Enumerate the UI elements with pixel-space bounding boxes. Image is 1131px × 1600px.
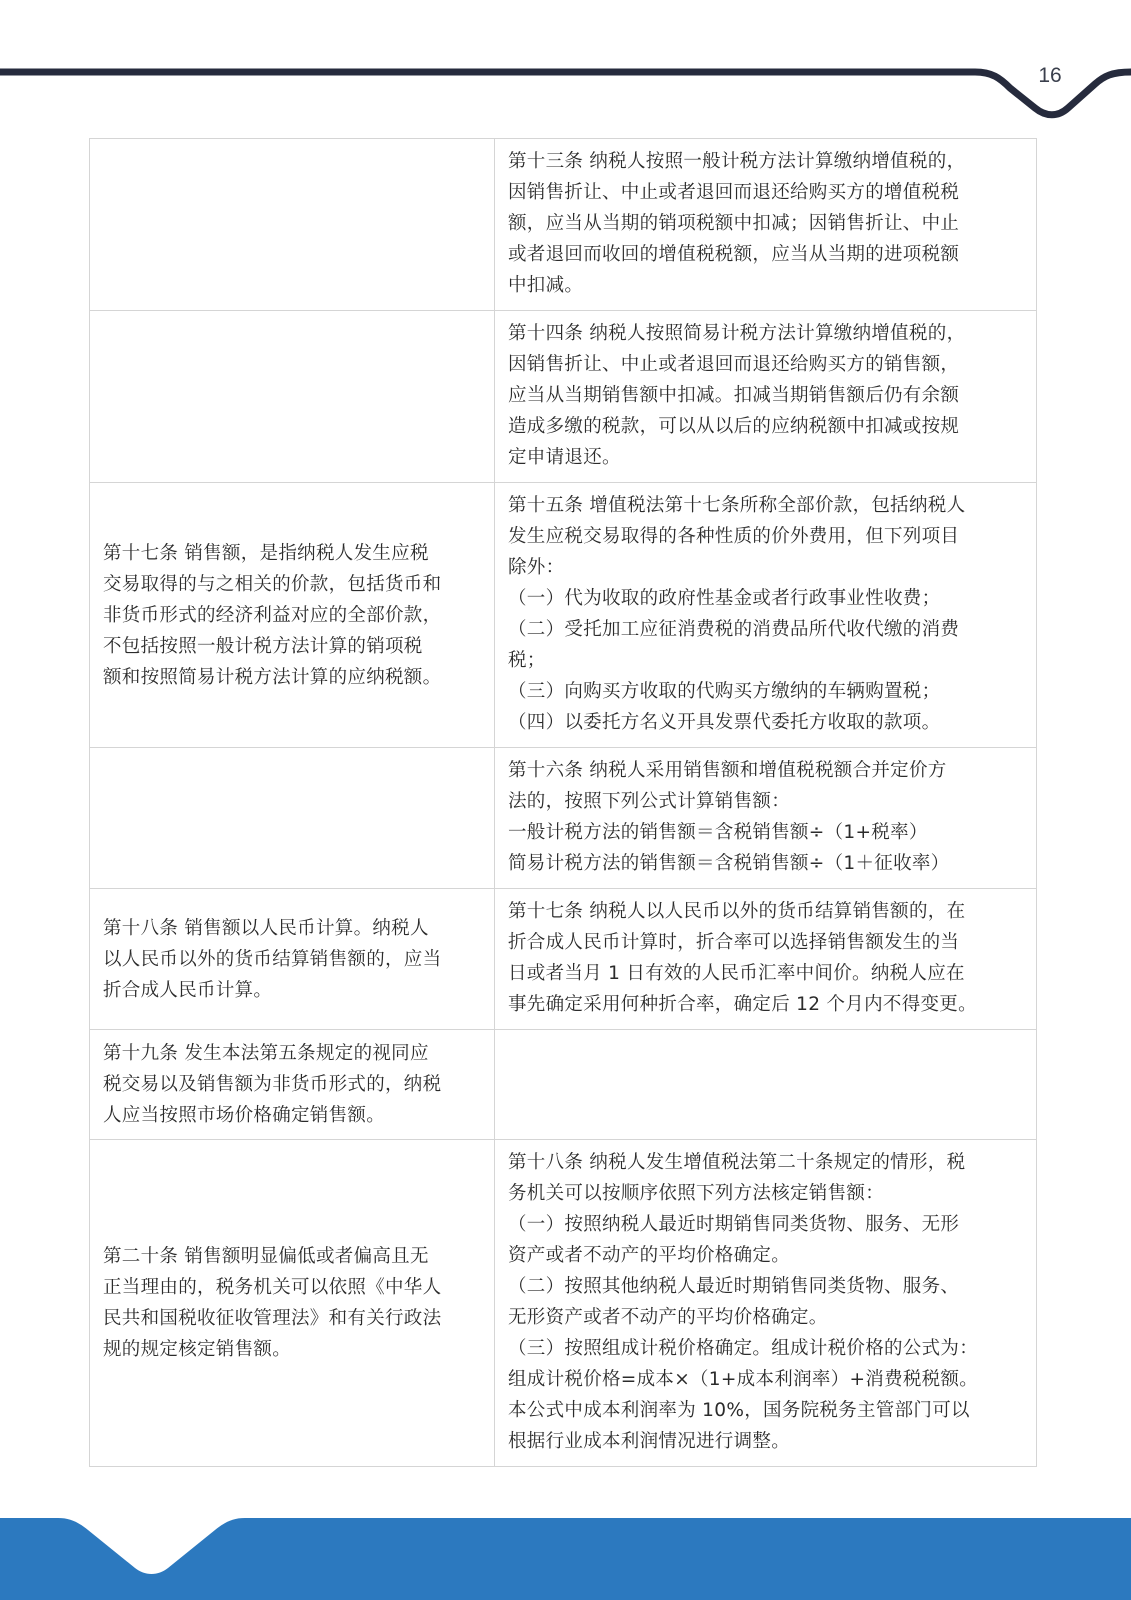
text-line: 第十三条 纳税人按照一般计税方法计算缴纳增值税的，: [508, 151, 966, 172]
regulation-article-cell: [495, 1030, 1037, 1140]
text-line: （二）按照其他纳税人最近时期销售同类货物、服务、: [508, 1276, 960, 1297]
text-line: 税；: [508, 650, 546, 671]
text-line: 第十九条 发生本法第五条规定的视同应: [103, 1043, 429, 1064]
text-line: 不包括按照一般计税方法计算的销项税: [103, 635, 423, 657]
regulation-article-cell: [495, 139, 1037, 311]
text-line: 正当理由的，税务机关可以依照《中华人: [103, 1277, 442, 1298]
text-line: 法的，按照下列公式计算销售额：: [508, 791, 791, 812]
text-line: 额和按照简易计税方法计算的应纳税额。: [103, 666, 442, 688]
text-line: 额，应当从当期的销项税额中扣减；因销售折让、中止: [508, 213, 960, 234]
text-line: 第十七条 销售额，是指纳税人发生应税: [103, 542, 429, 564]
regulation-article-cell: [495, 748, 1037, 889]
table-row: [90, 1140, 1037, 1467]
header-decoration: [0, 0, 1131, 130]
law-article-cell: [90, 1030, 495, 1140]
table-row: [90, 311, 1037, 483]
text-line: 或者退回而收回的增值税税额，应当从当期的进项税额: [508, 244, 960, 265]
page-number: 16: [1038, 64, 1062, 87]
table-row: [90, 1030, 1037, 1140]
law-article-cell: [90, 483, 495, 748]
law-article-cell: [90, 139, 495, 311]
text-line: 务机关可以按顺序依照下列方法核定销售额：: [508, 1183, 885, 1204]
text-line: 中扣减。: [508, 275, 584, 296]
text-line: （一）代为收取的政府性基金或者行政事业性收费；: [508, 588, 941, 609]
text-line: （三）向购买方收取的代购买方缴纳的车辆购置税；: [508, 681, 941, 702]
header-line: [0, 72, 1131, 115]
table-row: [90, 748, 1037, 889]
text-line: 无形资产或者不动产的平均价格确定。: [508, 1307, 828, 1328]
text-line: 应当从当期销售额中扣减。扣减当期销售额后仍有余额: [508, 385, 960, 406]
text-line: 第十四条 纳税人按照简易计税方法计算缴纳增值税的，: [508, 323, 966, 344]
text-line: 组成计税价格=成本×（1+成本利润率）+消费税税额。: [508, 1369, 979, 1390]
law-article-cell: [90, 311, 495, 483]
text-line: （三）按照组成计税价格确定。组成计税价格的公式为：: [508, 1338, 979, 1359]
text-line: 税交易以及销售额为非货币形式的，纳税: [103, 1074, 442, 1095]
text-line: 日或者当月 1 日有效的人民币汇率中间价。纳税人应在: [508, 963, 965, 984]
regulation-article-cell: [495, 483, 1037, 748]
text-line: 发生应税交易取得的各种性质的价外费用，但下列项目: [508, 526, 960, 547]
text-line: （一）按照纳税人最近时期销售同类货物、服务、无形: [508, 1214, 960, 1235]
text-line: 规的规定核定销售额。: [103, 1339, 292, 1360]
text-line: （四）以委托方名义开具发票代委托方收取的款项。: [508, 712, 941, 733]
comparison-table-container: [89, 138, 1036, 1467]
text-line: 造成多缴的税款，可以从以后的应纳税额中扣减或按规: [508, 416, 960, 437]
table-row: [90, 483, 1037, 748]
text-line: 资产或者不动产的平均价格确定。: [508, 1245, 791, 1266]
text-line: 以人民币以外的货币结算销售额的，应当: [103, 948, 442, 970]
text-line: 折合成人民币计算时，折合率可以选择销售额发生的当: [508, 932, 960, 953]
text-line: 本公式中成本利润率为 10%，国务院税务主管部门可以: [508, 1400, 970, 1421]
text-line: 一般计税方法的销售额＝含税销售额÷（1+税率）: [508, 822, 928, 843]
table-row: [90, 889, 1037, 1030]
text-line: 民共和国税收征收管理法》和有关行政法: [103, 1308, 442, 1329]
text-line: 折合成人民币计算。: [103, 979, 273, 1001]
footer-decoration: [0, 1510, 1131, 1600]
law-article-cell: [90, 748, 495, 889]
comparison-table: [89, 138, 1037, 1467]
law-article-cell: [90, 1140, 495, 1467]
text-line: 因销售折让、中止或者退回而退还给购买方的增值税税: [508, 182, 960, 203]
text-line: （二）受托加工应征消费税的消费品所代收代缴的消费: [508, 619, 960, 640]
text-line: 第十五条 增值税法第十七条所称全部价款，包括纳税人: [508, 495, 966, 516]
text-line: 事先确定采用何种折合率，确定后 12 个月内不得变更。: [508, 994, 977, 1015]
table-row: [90, 139, 1037, 311]
footer-band: [0, 1518, 1131, 1600]
regulation-article-cell: [495, 1140, 1037, 1467]
law-article-cell: [90, 889, 495, 1030]
text-line: 定申请退还。: [508, 447, 621, 468]
text-line: 第二十条 销售额明显偏低或者偏高且无: [103, 1246, 429, 1267]
text-line: 非货币形式的经济利益对应的全部价款，: [103, 604, 442, 626]
text-line: 第十六条 纳税人采用销售额和增值税税额合并定价方: [508, 760, 947, 781]
text-line: 交易取得的与之相关的价款，包括货币和: [103, 573, 442, 595]
regulation-article-cell: [495, 889, 1037, 1030]
text-line: 第十八条 销售额以人民币计算。纳税人: [103, 917, 429, 939]
text-line: 简易计税方法的销售额＝含税销售额÷（1＋征收率）: [508, 853, 950, 874]
text-line: 人应当按照市场价格确定销售额。: [103, 1105, 386, 1126]
regulation-article-cell: [495, 311, 1037, 483]
text-line: 因销售折让、中止或者退回而退还给购买方的销售额，: [508, 354, 960, 375]
text-line: 第十七条 纳税人以人民币以外的货币结算销售额的，在: [508, 901, 966, 922]
text-line: 根据行业成本利润情况进行调整。: [508, 1431, 791, 1452]
text-line: 除外：: [508, 557, 565, 578]
text-line: 第十八条 纳税人发生增值税法第二十条规定的情形，税: [508, 1152, 966, 1173]
